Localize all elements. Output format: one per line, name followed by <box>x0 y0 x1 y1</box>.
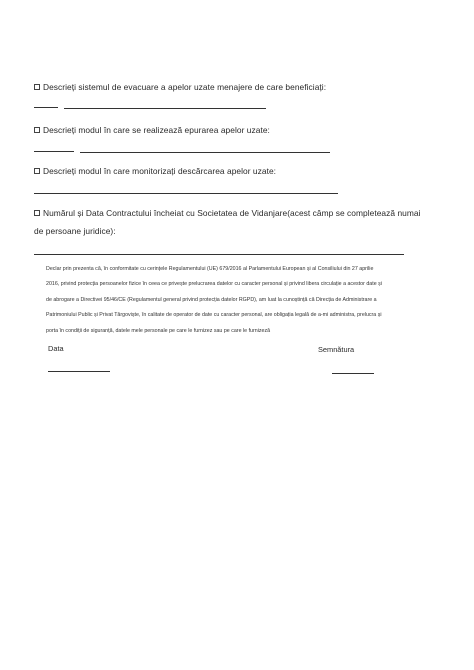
question-contract-line2 <box>34 226 116 236</box>
question-purification <box>34 125 270 135</box>
declaration-line: porta în condiții de siguranță, datele mele personale pe care le furnizez sau pe care le furnizeză <box>46 327 271 334</box>
declaration-line: 2016, privind protecția persoanelor fizice în ceea ce privește prelucrarea datelor cu caracter personal și privind libera circulație a acestor date și <box>46 281 382 288</box>
checkbox[interactable] <box>34 84 40 90</box>
answer-line-short <box>34 107 58 108</box>
declaration-line: de abrogare a Directivei 95/46/CE (Regulamentul general privind protecția datelor RGPD), am luat la cunoștință că Direcția de Administrare a <box>46 296 377 303</box>
declaration-line: Patrimoniului Public și Privat Târgoviște, în calitate de operator de date cu caracter personal, are obligația legală de a-mi administra, prelucra și <box>46 312 382 319</box>
declaration-line: Declar prin prezenta că, în conformitate cu cerințele Regulamentului (UE) 679/2016 al Parlamentului European și al Consiliului din 27 aprilie <box>46 266 374 272</box>
checkbox[interactable] <box>34 168 40 174</box>
question-purification-text: Descrieți modul în care se realizează epurarea apelor uzate: <box>43 125 270 135</box>
question-contract-text-2: de persoane juridice): <box>34 226 116 236</box>
signature-line[interactable] <box>332 373 374 374</box>
question-evacuation-text: Descrieți sistemul de evacuare a apelor uzate menajere de care beneficiați: <box>43 82 327 92</box>
answer-line-purification[interactable] <box>80 152 330 153</box>
date-line[interactable] <box>48 371 110 372</box>
question-contract-text-1: Numărul și Data Contractului încheiat cu Societatea de Vidanjare(acest câmp se completează numai <box>43 208 421 218</box>
answer-line-contract[interactable] <box>34 254 404 255</box>
question-monitoring-text: Descrieți modul în care monitorizați descărcarea apelor uzate: <box>43 166 277 176</box>
checkbox[interactable] <box>34 127 40 133</box>
gdpr-declaration <box>46 262 428 339</box>
answer-line-monitoring[interactable] <box>34 193 338 194</box>
question-evacuation <box>34 82 326 92</box>
question-contract <box>34 208 421 218</box>
answer-line-short <box>34 151 74 152</box>
question-monitoring <box>34 166 276 176</box>
checkbox[interactable] <box>34 210 40 216</box>
answer-line-evacuation[interactable] <box>64 108 266 109</box>
date-label: Data <box>48 344 64 353</box>
signature-label: Semnătura <box>318 345 355 354</box>
